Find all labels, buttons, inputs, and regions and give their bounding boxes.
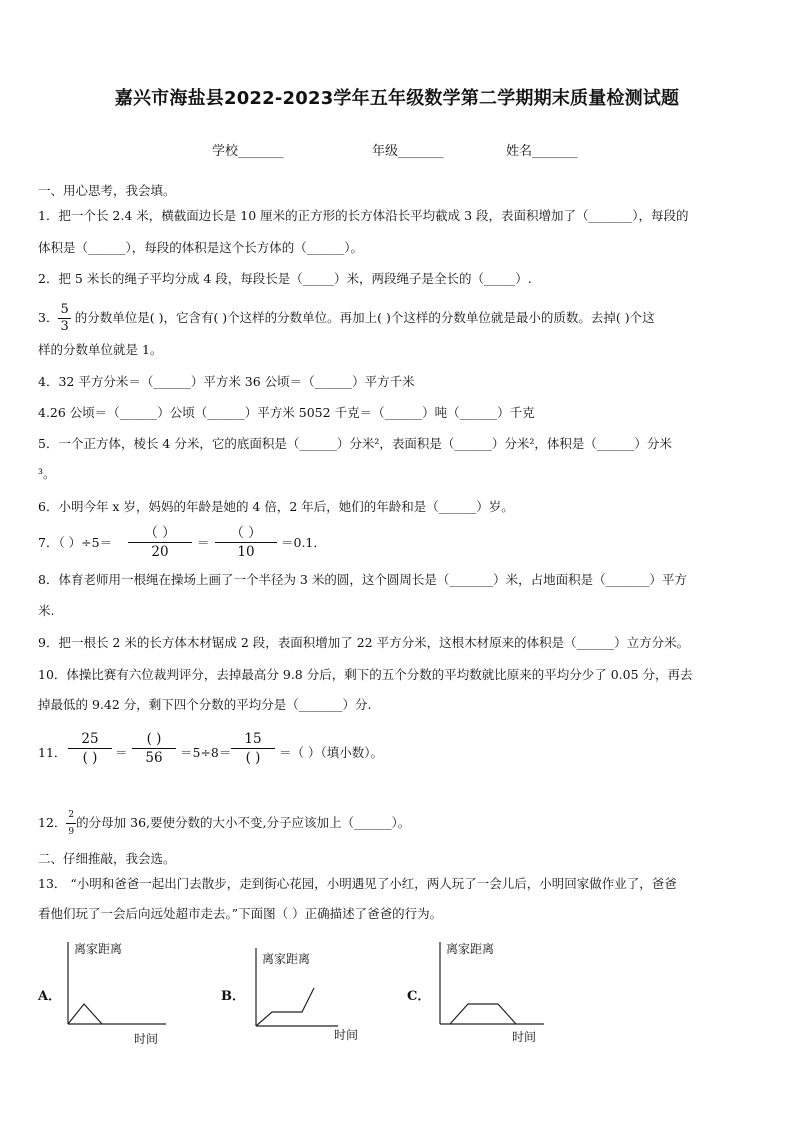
question-2: 2．把 5 米长的绳子平均分成 4 段，每段长是（_____）米，两段绳子是全长的（_____）. [38, 271, 532, 286]
fraction-denominator: 10 [215, 542, 277, 561]
question-12-fraction [66, 807, 76, 840]
option-c-x-label: 时间 [512, 1030, 537, 1044]
question-12 [38, 807, 410, 840]
question-3-line-2: 样的分数单位就是 1。 [38, 342, 163, 357]
fraction-numerator: 5 [60, 302, 69, 317]
question-3-fraction [58, 302, 70, 335]
option-b-label[interactable]: B． [221, 989, 245, 1004]
section-1-heading: 一、用心思考，我会填。 [38, 183, 176, 198]
fraction-numerator: 25 [81, 731, 99, 747]
question-7-tail: ＝0.1． [281, 535, 326, 550]
fraction-numerator: 15 [244, 731, 262, 747]
question-7-lead: 7．（ ）÷5＝ [38, 535, 113, 550]
question-7-equals: ＝ [197, 535, 210, 550]
option-b-x-label: 时间 [334, 1028, 359, 1042]
option-a-label[interactable]: A． [38, 989, 62, 1004]
question-10-line-1: 10．体操比赛有六位裁判评分，去掉最高分 9.8 分后，剩下的五个分数的平均数就比原来的平均分少了 0.05 分，再去 [38, 667, 693, 682]
question-9: 9．把一根长 2 米的长方体木材锯成 2 段，表面积增加了 22 平方分米，这根木材原来的体积是（______）立方分米。 [38, 635, 690, 650]
question-13-line-1: 13． “小明和爸爸一起出门去散步，走到街心花园，小明遇见了小红，两人玩了一会儿后，小明回家做作业了，爸爸 [38, 876, 677, 891]
option-c-graph[interactable] [432, 938, 552, 1048]
name-field[interactable]: 姓名_______ [506, 144, 578, 159]
question-3-line-1 [38, 302, 655, 335]
question-4-line-1: 4．32 平方分米＝（______）平方米 36 公顷＝（______）平方千米 [38, 374, 415, 389]
fraction-numerator: （ ） [144, 525, 176, 541]
fraction-denominator: 3 [60, 319, 69, 334]
question-5-line-1: 5．一个正方体，棱长 4 分米，它的底面积是（______）分米²，表面积是（______）分米²，体积是（______）分米 [38, 436, 672, 451]
school-field[interactable]: 学校_______ [212, 144, 284, 159]
question-11-fraction-1 [68, 730, 112, 767]
option-a-x-label: 时间 [134, 1032, 159, 1046]
question-11-fraction-2 [132, 730, 176, 767]
question-12-text: 的分母加 36,要使分数的大小不变,分子应该加上（______）。 [76, 815, 411, 830]
question-12-number: 12． [38, 815, 67, 830]
question-1-line-2: 体积是（______），每段的体积是这个长方体的（______）。 [38, 240, 364, 255]
question-11-number: 11． [38, 745, 67, 760]
fraction-denominator: ( ) [231, 748, 275, 767]
question-4-line-2: 4.26 公顷＝（______）公顷（______）平方米 5052 千克＝（______）吨（______）千克 [38, 405, 535, 420]
question-1-line-1: 1．把一个长 2.4 米，横截面边长是 10 厘米的正方形的长方体沿长平均截成 3 段，表面积增加了（_______），每段的 [38, 208, 689, 223]
section-2-heading: 二、仔细推敲，我会选。 [38, 851, 176, 866]
question-5-line-2: ³。 [38, 466, 56, 481]
option-b-y-label: 离家距离 [262, 952, 311, 966]
page-title: 嘉兴市海盐县2022-2023学年五年级数学第二学期期末质量检测试题 [114, 88, 680, 109]
option-c-y-label: 离家距离 [446, 942, 495, 956]
question-11-tail: ＝（ ）（填小数）。 [279, 745, 383, 760]
question-7-fraction-1 [128, 524, 192, 561]
question-10-line-2: 掉最低的 9.42 分，剩下四个分数的平均分是（_______）分. [38, 697, 372, 712]
question-6: 6．小明今年 x 岁，妈妈的年龄是她的 4 倍，2 年后，她们的年龄和是（______）岁。 [38, 499, 514, 514]
fraction-numerator: ( ) [146, 731, 162, 747]
question-8-line-1: 8．体育老师用一根绳在操场上画了一个半径为 3 米的圆，这个圆周长是（_______）米，占地面积是（_______）平方 [38, 572, 687, 587]
question-7-fraction-2 [215, 524, 277, 561]
grade-field[interactable]: 年级_______ [372, 144, 444, 159]
question-13-line-2: 看他们玩了一会后向远处超市走去。”下面图（ ）正确描述了爸爸的行为。 [38, 906, 443, 921]
option-a-y-label: 离家距离 [74, 942, 123, 956]
option-c-label[interactable]: C． [407, 989, 431, 1004]
question-11-middle: ＝5÷8＝ [180, 745, 232, 760]
question-11-equals: ＝ [115, 745, 128, 760]
option-a-graph[interactable] [60, 938, 170, 1048]
question-3-number: 3． [38, 310, 59, 325]
option-b-graph[interactable] [248, 938, 360, 1048]
fraction-denominator: ( ) [68, 748, 112, 767]
question-3-text: 的分数单位是( )，它含有( )个这样的分数单位。再加上( )个这样的分数单位就是最小的质数。去掉( )个这 [74, 310, 655, 325]
fraction-denominator: 56 [132, 748, 176, 767]
fraction-numerator: （ ） [230, 525, 262, 541]
fraction-denominator: 20 [128, 542, 192, 561]
question-8-line-2: 米. [38, 603, 55, 618]
question-11-fraction-3 [231, 730, 275, 767]
fraction-numerator: 2 [68, 810, 75, 820]
fraction-denominator: 9 [66, 823, 76, 840]
